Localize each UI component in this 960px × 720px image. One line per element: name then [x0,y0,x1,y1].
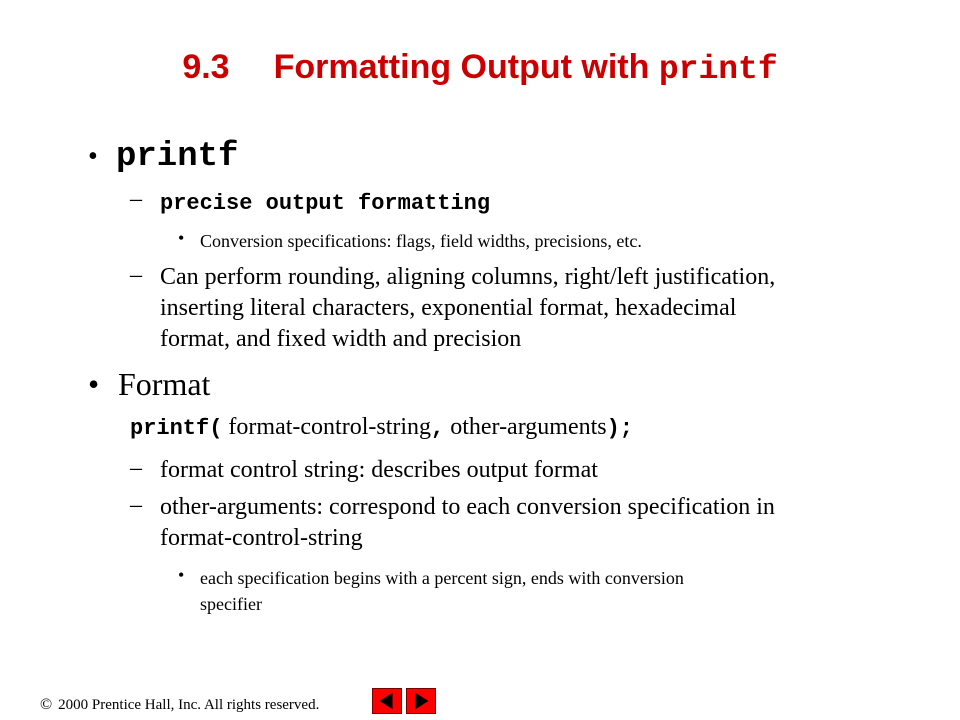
triangle-left-icon [373,689,401,713]
copyright-text: 2000 Prentice Hall, Inc. All rights reserved. [58,697,320,713]
syntax-arg-format: format-control-string [222,414,432,440]
sub-item-capabilities-line3: format, and fixed width and precision [160,326,522,352]
sub-dash: – [130,455,142,481]
syntax-arg-other: other-arguments [444,414,607,440]
title-code: printf [658,51,778,88]
sub-item-capabilities-line1: Can perform rounding, aligning columns, right/left justification, [160,264,776,290]
syntax-open: printf( [130,416,223,441]
bullet-format-label: Format [118,366,211,402]
sub-item-other-args-line1: other-arguments: correspond to each conversion specification in [160,494,775,520]
triangle-right-icon [407,689,435,713]
detail-specification-line2: specifier [200,594,262,614]
title-text: Formatting Output with [273,48,659,86]
sub-item-format-control: format control string: describes output format [160,457,598,483]
bullet-printf-label: printf [116,138,239,176]
copyright-symbol: © [40,696,53,713]
detail-mark: • [178,228,185,248]
sub-item-precise: precise output formatting [160,191,491,216]
section-number: 9.3 [182,48,230,86]
printf-syntax [130,414,633,441]
sub-dash: – [130,262,142,288]
sub-item-other-args-line2: format-control-string [160,525,363,551]
bullet-mark: • [88,141,98,172]
detail-conversion-specs: Conversion specifications: flags, field widths, precisions, etc. [200,231,642,251]
detail-specification-line1: each specification begins with a percent sign, ends with conversion [200,568,684,588]
next-slide-button[interactable] [406,688,436,714]
detail-mark: • [178,565,185,585]
bullet-printf [88,138,238,176]
copyright-footer [40,696,319,714]
bullet-mark: • [88,366,100,402]
sub-dash: – [130,492,142,518]
bullet-format [88,366,210,403]
sub-dash: – [130,186,142,212]
sub-item-capabilities-line2: inserting literal characters, exponential format, hexadecimal [160,295,737,321]
syntax-close: ); [606,416,634,441]
syntax-comma: , [431,416,445,441]
slide-title [0,48,960,88]
previous-slide-button[interactable] [372,688,402,714]
